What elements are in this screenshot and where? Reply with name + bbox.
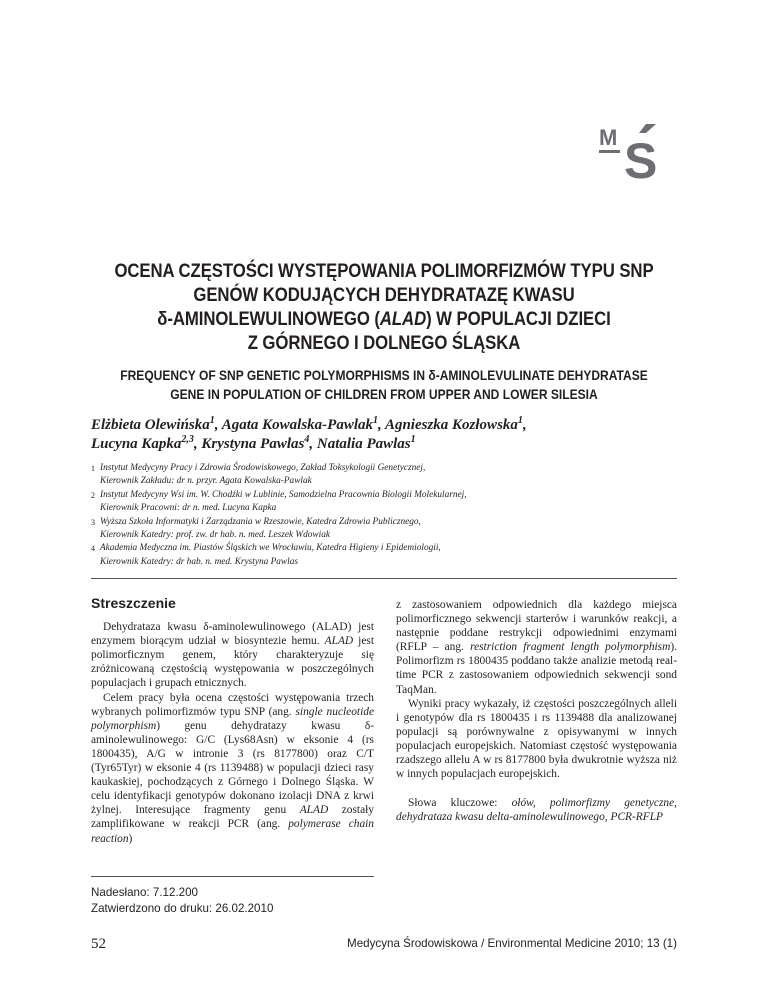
author-affil-ref: 1 bbox=[410, 434, 416, 445]
abstract-left-column bbox=[91, 596, 374, 846]
affiliation-head: Kierownik Pracowni: dr n. med. Lucyna Kapka bbox=[100, 503, 277, 514]
received-date: Nadesłano: 7.12.200 bbox=[91, 886, 199, 899]
abstract-heading: Streszczenie bbox=[91, 595, 176, 611]
title-pl-line-1: OCENA CZĘSTOŚCI WYSTĘPOWANIA POLIMORFIZMÓW TYPU SNP bbox=[114, 260, 654, 282]
affiliation: 4 Akademia Medyczna im. Piastów Śląskich we Wrocławiu, Katedra Higieny i Epidemiologii, bbox=[91, 543, 441, 554]
abstract-paragraph: z zastosowaniem odpowiednich dla każdego miejsca polimorficznego sekwencji starterów i warunków reakcji, a następnie poddane restrykcji odpowiednimi enzymami (RFLP – ang. restriction fragment length polymorphism). Polimorfizm rs 1800435 poddano także analizie metodą real-time PCR z zastosowaniem odpowiednich sekwencji sond TaqMan. bbox=[396, 599, 677, 696]
divider bbox=[91, 578, 677, 579]
author-name: Lucyna Kapka bbox=[91, 436, 182, 452]
author-name: Elżbieta Olewińska bbox=[91, 417, 210, 433]
abstract-paragraph: Dehydrataza kwasu δ-aminolewulinowego (ALAD) jest enzymem biorącym udział w biosyntezie hemu. ALAD jest polimorficznym genem, który charakteryzuje się zróżnicowaną częstością występowania w poszczególnych populacjach i grupach etnicznych. bbox=[91, 621, 375, 690]
svg-text:M: M bbox=[599, 125, 618, 150]
article-title-pl bbox=[105, 259, 662, 355]
page-number: 52 bbox=[91, 936, 106, 952]
accepted-date: Zatwierdzono do druku: 26.02.2010 bbox=[91, 901, 274, 915]
svg-text:S: S bbox=[624, 133, 658, 180]
author-name: Agata Kowalska-Pawlak bbox=[221, 417, 373, 433]
author-name: Natalia Pawlas bbox=[316, 436, 411, 452]
submission-dates bbox=[91, 885, 273, 917]
journal-citation: Medycyna Środowiskowa / Environmental Medicine 2010; 13 (1) bbox=[347, 937, 677, 950]
keywords: Słowa kluczowe: ołów, polimorfizmy genetyczne, dehydrataza kwasu delta-aminolewulinowego, PCR-RFLP bbox=[396, 797, 678, 824]
abstract-right-column bbox=[396, 598, 677, 824]
affiliation-head: Kierownik Zakładu: dr n. przyr. Agata Kowalska-Pawlak bbox=[100, 476, 312, 487]
title-pl-line-3: δ-AMINOLEWULINOWEGO (ALAD) W POPULACJI DZIECI bbox=[157, 308, 611, 330]
abstract-paragraph: Celem pracy była ocena częstości występowania trzech wybranych polimorfizmów typu SNP (ang. single nucleotide polymorphism) genu dehydratazy kwasu δ-aminolewulinowego: G/C (Lys68Asn) w eksonie 4 (rs 1800435), A/G w intronie 3 (rs 8177800) oraz C/T (Tyr65Tyr) w eksonie 4 (rs 1139488) w populacji dzieci rasy kaukaskiej, pochodzących z Górnego i Dolnego Śląska. W celu identyfikacji genotypów dokonano izolacji DNA z krwi żylnej. Interesujące fragmenty genu ALAD zostały zamplifikowane w reakcji PCR (ang. polymerase chain reaction) bbox=[91, 691, 374, 845]
article-title-en bbox=[105, 366, 662, 404]
abstract-paragraph: Wyniki pracy wykazały, iż częstości poszczególnych alleli i genotypów dla rs 1800435 i rs 1139488 dla analizowanej populacji są porównywalne z opisywanymi w innych populacjach europejskich. Natomiast częstość występowania rzadszego allelu A w rs 8177800 była dwukrotnie wyższa niż w innych populacjach europejskich. bbox=[396, 697, 677, 781]
author-name: Krystyna Pawlas bbox=[201, 436, 305, 452]
title-en-line-2: GENE IN POPULATION OF CHILDREN FROM UPPER AND LOWER SILESIA bbox=[170, 386, 598, 402]
author-name: Agnieszka Kozłowska bbox=[384, 417, 518, 433]
title-pl-line-4: Z GÓRNEGO I DOLNEGO ŚLĄSKA bbox=[247, 332, 521, 354]
author-line-2: Lucyna Kapka$^{2,3}$, Krystyna Pawlas$^4$, Natalia Pawlas$^1$ bbox=[91, 434, 416, 452]
author-list bbox=[91, 416, 691, 454]
author-affil-ref: 1 bbox=[517, 415, 523, 426]
author-affil-ref: 1 bbox=[373, 415, 378, 426]
author-line-1: Elżbieta Olewińska$^1$, Agata Kowalska-Pawlak$^1$, Agnieszka Kozłowska$^1$, bbox=[91, 415, 527, 433]
affiliation: 1 Instytut Medycyny Pracy i Zdrowia Środowiskowego, Zakład Toksykologii Genetycznej, bbox=[91, 463, 426, 473]
affiliations bbox=[91, 462, 691, 569]
title-en-line-1: FREQUENCY OF SNP GENETIC POLYMORPHISMS IN δ-AMINOLEVULINATE DEHYDRATASE bbox=[120, 367, 648, 383]
affiliation: 3 Wyższa Szkoła Informatyki i Zarządzania w Rzeszowie, Katedra Zdrowia Publicznego, bbox=[91, 516, 421, 527]
affiliation-head: Kierownik Katedry: dr hab. n. med. Krystyna Pawlas bbox=[100, 556, 298, 567]
affiliation: 2 Instytut Medycyny Wsi im. W. Chodźki w Lublinie, Samodzielna Pracownia Biologii Molekularnej, bbox=[91, 489, 467, 500]
journal-logo bbox=[598, 122, 676, 180]
author-affil-ref: 2,3 bbox=[181, 434, 194, 445]
author-affil-ref: 4 bbox=[304, 434, 310, 445]
affiliation-head: Kierownik Katedry: prof. zw. dr hab. n. med. Leszek Wdowiak bbox=[100, 530, 330, 541]
title-pl-line-2: GENÓW KODUJĄCYCH DEHYDRATAZĘ KWASU bbox=[193, 284, 575, 306]
author-affil-ref: 1 bbox=[209, 415, 215, 426]
footnote-divider bbox=[91, 876, 374, 877]
